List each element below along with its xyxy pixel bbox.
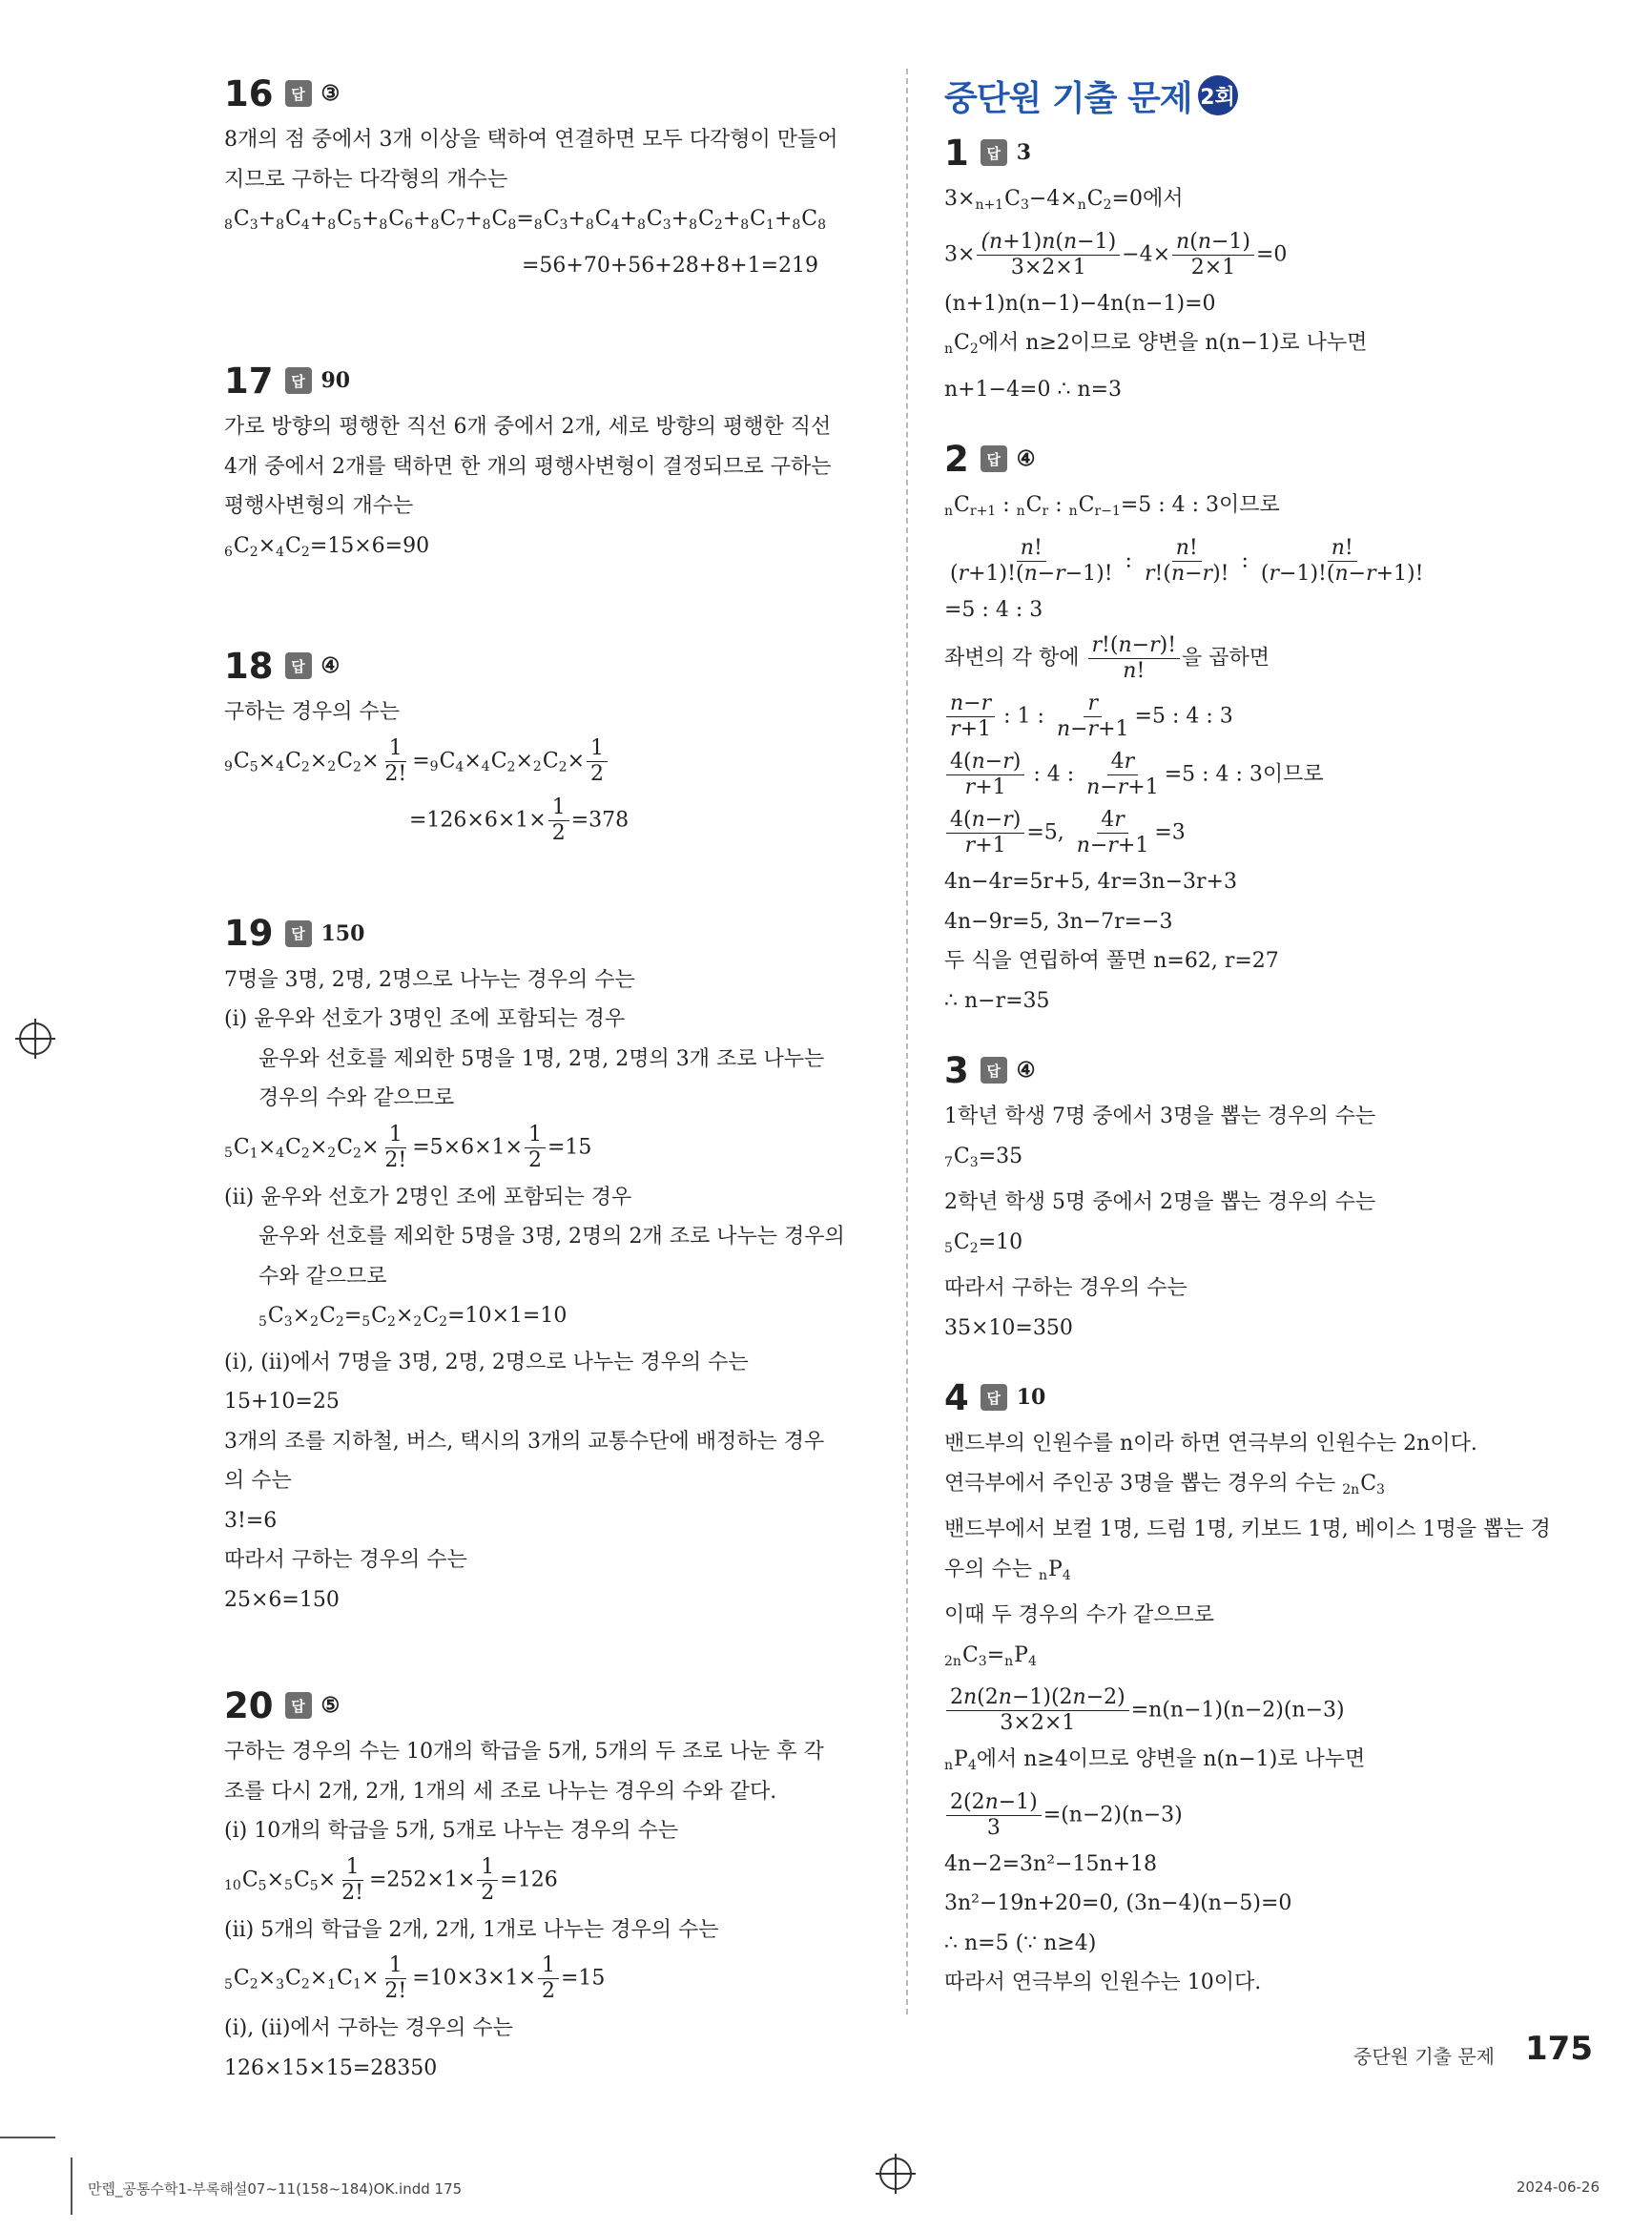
text-line: 우의 수는 $nP_4$ bbox=[944, 1557, 1071, 1583]
equation: =56+70+56+28+8+1=219 bbox=[522, 253, 818, 278]
answer-tag: 답 bbox=[981, 1057, 1007, 1084]
answer-tag: 답 bbox=[285, 652, 312, 679]
problem-number: 3 bbox=[944, 1049, 969, 1091]
problem-16 bbox=[224, 67, 873, 285]
equation: 3!=6 bbox=[224, 1508, 278, 1533]
text-line: 밴드부에서 보컬 1명, 드럼 1명, 키보드 1명, 베이스 1명을 뽑는 경 bbox=[944, 1518, 1551, 1541]
text-line: $nC_2$에서 n≥2이므로 양변을 n(n−1)로 나누면 bbox=[944, 331, 1368, 357]
text-line: 이때 두 경우의 수가 같으므로 bbox=[944, 1603, 1214, 1627]
equation: $6C_2\times 4C_2=15\times 6=90$ bbox=[224, 533, 430, 560]
text-line: 따라서 연극부의 인원수는 10이다. bbox=[944, 1971, 1262, 1994]
equation: 35×10=350 bbox=[944, 1315, 1073, 1340]
answer-tag: 답 bbox=[981, 1384, 1007, 1411]
equation: $5C_2\times 3C_2\times 1C_1\times$ $\frac{1}{2!}$ =10×3×1× $\frac{1}{2}$ =15 bbox=[224, 1953, 606, 2003]
problem-2 bbox=[944, 432, 1593, 1021]
problem-number: 4 bbox=[944, 1376, 969, 1418]
equation: 25×6=150 bbox=[224, 1587, 340, 1612]
equation: $2nC_3=nP_4$ bbox=[944, 1642, 1037, 1669]
equation: =5 : 4 : 3 bbox=[944, 597, 1043, 622]
problem-number: 18 bbox=[224, 645, 274, 687]
equation: $10C_5\times 5C_5\times$ $\frac{1}{2!}$ =252×1× $\frac{1}{2}$ =126 bbox=[224, 1854, 558, 1905]
text-line: 따라서 구하는 경우의 수는 bbox=[224, 1548, 467, 1572]
text-line: (ⅰ) 10개의 학급을 5개, 5개로 나누는 경우의 수는 bbox=[224, 1819, 679, 1843]
text-line: $nP_4$에서 n≥4이므로 양변을 n(n−1)로 나누면 bbox=[944, 1747, 1366, 1773]
text-line: 2학년 학생 5명 중에서 2명을 뽑는 경우의 수는 bbox=[944, 1190, 1376, 1214]
equation: 126×15×15=28350 bbox=[224, 2055, 438, 2080]
answer: ⑤ bbox=[320, 1693, 341, 1718]
answer-tag: 답 bbox=[285, 80, 312, 107]
equation: $\frac{4(n-r)}{r+1}$ : 4 : $\frac{4r}{n-r+1}$ =5 : 4 : 3이므로 bbox=[944, 746, 1593, 804]
equation: $5C_3\times 2C_2=5C_2\times 2C_2=10\times 1=10$ bbox=[258, 1304, 568, 1330]
equation: n+1−4=0 ∴ n=3 bbox=[944, 377, 1123, 402]
text-line: 지므로 구하는 다각형의 개수는 bbox=[224, 167, 508, 192]
text-line: 평행사변형의 개수는 bbox=[224, 494, 414, 518]
text-line: (ⅱ) 윤우와 선호가 2명인 조에 포함되는 경우 bbox=[224, 1185, 632, 1209]
equation: $\frac{4(n-r)}{r+1}$ =5, $\frac{4r}{n-r+1}$ =3 bbox=[944, 804, 1593, 862]
text-line: 7명을 3명, 2명, 2명으로 나누는 경우의 수는 bbox=[224, 967, 635, 992]
equation: 15+10=25 bbox=[224, 1390, 340, 1414]
crop-mark bbox=[71, 2158, 72, 2215]
equation: $5C_1\times 4C_2\times 2C_2\times$ $\frac{1}{2!}$ =5×6×1× $\frac{1}{2}$ =15 bbox=[224, 1122, 592, 1172]
equation: $\frac{n-r}{r+1}$ : 1 : $\frac{r}{n-r+1}$ =5 : 4 : 3 bbox=[944, 688, 1593, 746]
problem-18 bbox=[224, 639, 873, 850]
text-line: 밴드부의 인원수를 n이라 하면 연극부의 인원수는 2n이다. bbox=[944, 1432, 1477, 1456]
equation: $\frac{2(2n-1)}{3}$ =(n−2)(n−3) bbox=[944, 1786, 1593, 1845]
text-line: (ⅰ) 윤우와 선호가 3명인 조에 포함되는 경우 bbox=[224, 1007, 626, 1031]
answer: ④ bbox=[320, 653, 341, 678]
footer-section-label: 중단원 기출 문제 bbox=[1353, 2045, 1495, 2068]
right-column bbox=[944, 67, 1593, 2003]
column-divider bbox=[906, 69, 908, 2014]
text-line: 의 수는 bbox=[224, 1469, 292, 1493]
crop-mark bbox=[0, 2137, 55, 2138]
answer-tag: 답 bbox=[981, 139, 1007, 166]
heading-title: 중단원 기출 문제 bbox=[944, 78, 1192, 118]
equation: ∴ n=5 (∵ n≥4) bbox=[944, 1931, 1097, 1955]
left-column bbox=[224, 67, 873, 2088]
equation: 4n−9r=5, 3n−7r=−3 bbox=[944, 909, 1173, 934]
text-line: (ⅰ), (ⅱ)에서 7명을 3명, 2명, 2명으로 나누는 경우의 수는 bbox=[224, 1350, 749, 1374]
equation: =126×6×1× $\frac{1}{2}$ =378 bbox=[409, 795, 630, 845]
answer: ④ bbox=[1016, 446, 1036, 471]
problem-number: 17 bbox=[224, 360, 274, 402]
answer-tag: 답 bbox=[285, 367, 312, 394]
round-badge: 2회 bbox=[1198, 75, 1238, 115]
text-line: 윤우와 선호를 제외한 5명을 3명, 2명의 2개 조로 나누는 경우의 bbox=[258, 1225, 845, 1249]
equation: $9C_5\times 4C_2\times 2C_2\times$ $\frac{1}{2!}$ $=9C_4\times 4C_2\times 2C_2\times$ $\frac{1}{2}$ bbox=[224, 733, 873, 792]
text-line: 가로 방향의 평행한 직선 6개 중에서 2개, 세로 방향의 평행한 직선 bbox=[224, 415, 832, 439]
equation: $nC_{r+1}$ : $nC_r$ : $nC_{r-1}=5$ : 4 : 3이므로 bbox=[944, 493, 1280, 519]
text-line: (ⅱ) 5개의 학급을 2개, 2개, 1개로 나누는 경우의 수는 bbox=[224, 1917, 719, 1942]
text-line: 연극부에서 주인공 3명을 뽑는 경우의 수는 $2nC_3$ bbox=[944, 1471, 1385, 1497]
problem-number: 19 bbox=[224, 913, 274, 954]
problem-1 bbox=[944, 126, 1593, 409]
registration-mark-icon bbox=[19, 1022, 52, 1055]
answer-tag: 답 bbox=[285, 1692, 312, 1719]
text-line: 경우의 수와 같으므로 bbox=[258, 1086, 455, 1110]
equation: 4n−2=3n²−15n+18 bbox=[944, 1851, 1158, 1876]
answer: 10 bbox=[1016, 1385, 1046, 1410]
answer: 3 bbox=[1016, 140, 1032, 165]
problem-number: 20 bbox=[224, 1684, 274, 1726]
text-line: 구하는 경우의 수는 10개의 학급을 5개, 5개의 두 조로 나눈 후 각 bbox=[224, 1740, 824, 1764]
equation: $7C_3=35$ bbox=[944, 1144, 1023, 1170]
problem-20 bbox=[224, 1679, 873, 2088]
answer: 90 bbox=[320, 368, 351, 393]
text-line: 윤우와 선호를 제외한 5명을 1명, 2명, 2명의 3개 조로 나누는 bbox=[258, 1046, 825, 1071]
text-line: 3개의 조를 지하철, 버스, 택시의 3개의 교통수단에 배정하는 경우 bbox=[224, 1429, 825, 1454]
equation: 3n²−19n+20=0, (3n−4)(n−5)=0 bbox=[944, 1891, 1292, 1915]
equation: (n+1)n(n−1)−4n(n−1)=0 bbox=[944, 291, 1216, 316]
problem-19 bbox=[224, 907, 873, 1621]
text-line: (ⅰ), (ⅱ)에서 구하는 경우의 수는 bbox=[224, 2016, 513, 2040]
equation: 4n−4r=5r+5, 4r=3n−3r+3 bbox=[944, 870, 1237, 894]
print-file-info: 만렙_공통수학1-부록해설07~11(158~184)OK.indd 175 bbox=[88, 2180, 463, 2198]
text-line: 8개의 점 중에서 3개 이상을 택하여 연결하면 모두 다각형이 만들어 bbox=[224, 128, 838, 152]
text-line: 1학년 학생 7명 중에서 3명을 뽑는 경우의 수는 bbox=[944, 1105, 1376, 1128]
problem-4 bbox=[944, 1371, 1593, 2003]
answer-tag: 답 bbox=[981, 445, 1007, 472]
equation: $3\times n+1C_3-4\times nC_2=0$에서 bbox=[944, 187, 1184, 213]
equation: $\frac{2n(2n-1)(2n-2)}{3\times 2\times 1}$ =n(n−1)(n−2)(n−3) bbox=[944, 1682, 1593, 1740]
problem-number: 1 bbox=[944, 132, 969, 174]
equation: ∴ n−r=35 bbox=[944, 988, 1050, 1013]
equation: 3× $\frac{(n+1)n(n-1)}{3\times 2\times 1}$ −4× $\frac{n(n-1)}{2\times 1}$ =0 bbox=[944, 229, 1288, 279]
section-heading bbox=[944, 67, 1593, 124]
equation: $\frac{n!}{(r+1)!(n-r-1)!}$ : $\frac{n!}{r!(n-r)!}$ : $\frac{n!}{(r-1)!(n-r+1)!}$ bbox=[950, 535, 1424, 586]
answer: ④ bbox=[1016, 1058, 1036, 1083]
problem-number: 2 bbox=[944, 438, 969, 480]
print-date: 2024-06-26 bbox=[1516, 2178, 1600, 2196]
text-line: 좌변의 각 항에 $\frac{r!(n-r)!}{n!}$ 을 곱하면 bbox=[944, 633, 1270, 683]
equation: $8C_3+8C_4+8C_5+8C_6+8C_7+8C_8=8C_3+8C_4+8C_3+8C_2+8C_1+8C_8$ bbox=[224, 207, 827, 233]
answer: ③ bbox=[320, 81, 341, 106]
text-line: 조를 다시 2개, 2개, 1개의 세 조로 나누는 경우의 수와 같다. bbox=[224, 1779, 777, 1804]
text-line: 수와 같으므로 bbox=[258, 1264, 387, 1289]
equation: $5C_2=10$ bbox=[944, 1229, 1023, 1256]
page-number: 175 bbox=[1525, 2030, 1593, 2068]
text-line: 두 식을 연립하여 풀면 n=62, r=27 bbox=[944, 949, 1279, 973]
text-line: 구하는 경우의 수는 bbox=[224, 700, 401, 724]
text-line: 4개 중에서 2개를 택하면 한 개의 평행사변형이 결정되므로 구하는 bbox=[224, 454, 832, 479]
problem-17 bbox=[224, 354, 873, 572]
problem-number: 16 bbox=[224, 72, 274, 114]
text-line: 따라서 구하는 경우의 수는 bbox=[944, 1276, 1187, 1300]
registration-mark-icon bbox=[879, 2158, 912, 2190]
answer: 150 bbox=[320, 920, 365, 946]
problem-3 bbox=[944, 1043, 1593, 1348]
answer-tag: 답 bbox=[285, 920, 312, 947]
